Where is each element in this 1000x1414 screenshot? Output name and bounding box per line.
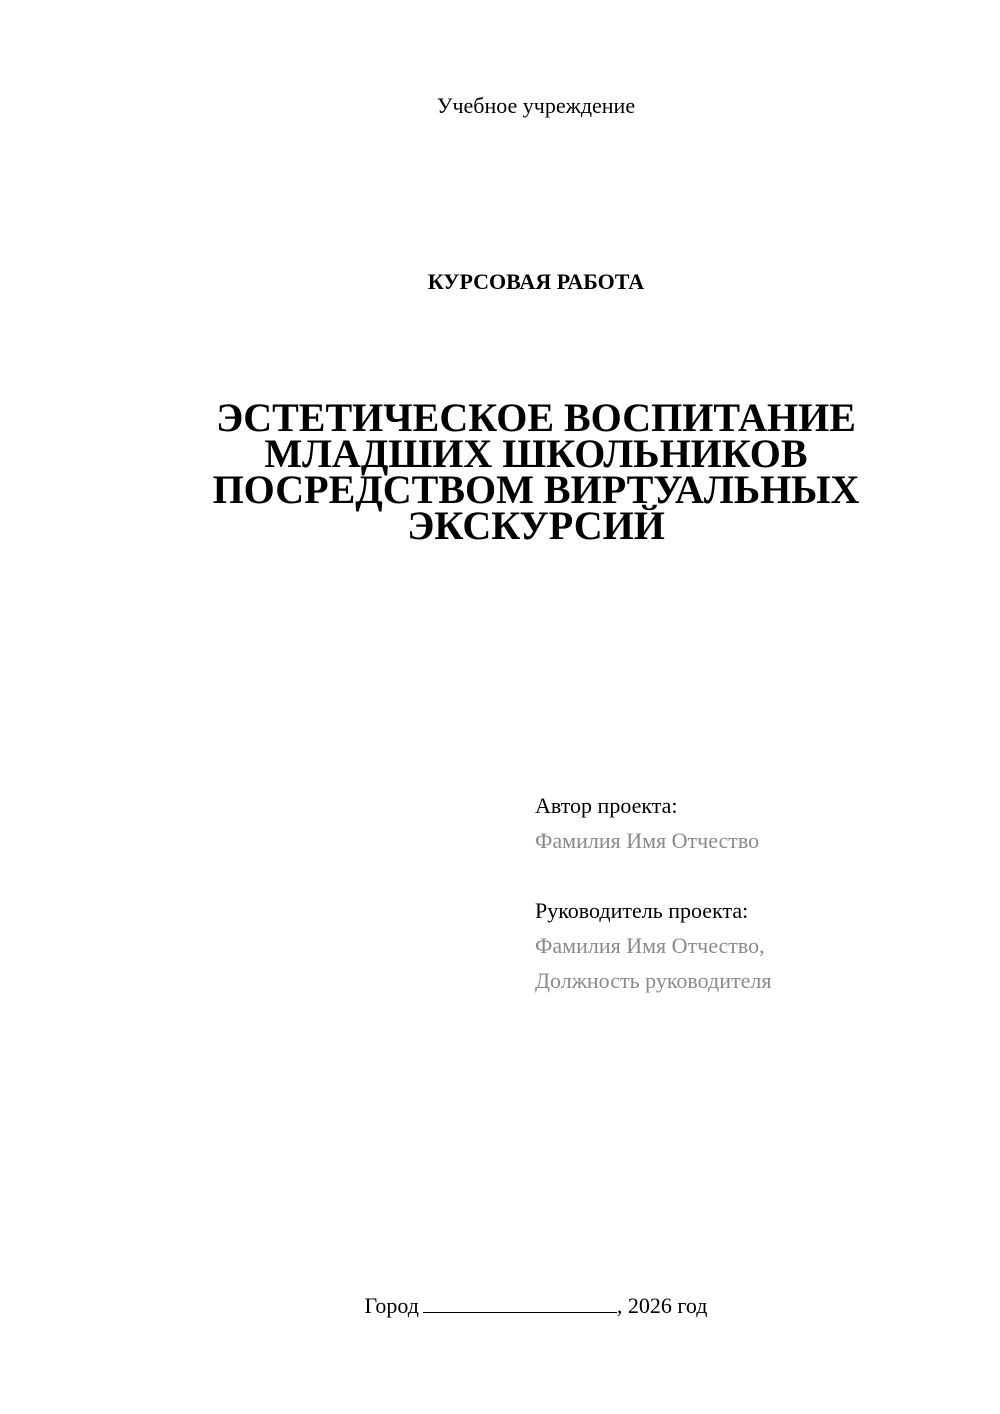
supervisor-position: Должность руководителя (535, 968, 772, 993)
work-title (0, 395, 1000, 548)
city-year-line (0, 1290, 1000, 1320)
title-line-4: ЭКСКУРСИЙ (407, 503, 665, 548)
work-type-heading: КУРСОВАЯ РАБОТА (427, 269, 645, 294)
spacer (535, 858, 975, 893)
year-text: , 2026 год (616, 1293, 708, 1318)
author-name: Фамилия Имя Отчество (535, 828, 760, 853)
city-label: Город (364, 1293, 419, 1318)
title-line-3: ПОСРЕДСТВОМ ВИРТУАЛЬНЫХ (212, 467, 860, 512)
supervisor-name: Фамилия Имя Отчество, (535, 933, 765, 958)
supervisor-label: Руководитель проекта: (535, 898, 749, 923)
city-blank-line (423, 1290, 617, 1313)
credits-block (535, 788, 975, 998)
title-line-2: МЛАДШИХ ШКОЛЬНИКОВ (264, 431, 808, 476)
author-label: Автор проекта: (535, 793, 678, 818)
institution-name: Учебное учреждение (436, 93, 636, 118)
title-line-1: ЭСТЕТИЧЕСКОЕ ВОСПИТАНИЕ (216, 395, 856, 440)
